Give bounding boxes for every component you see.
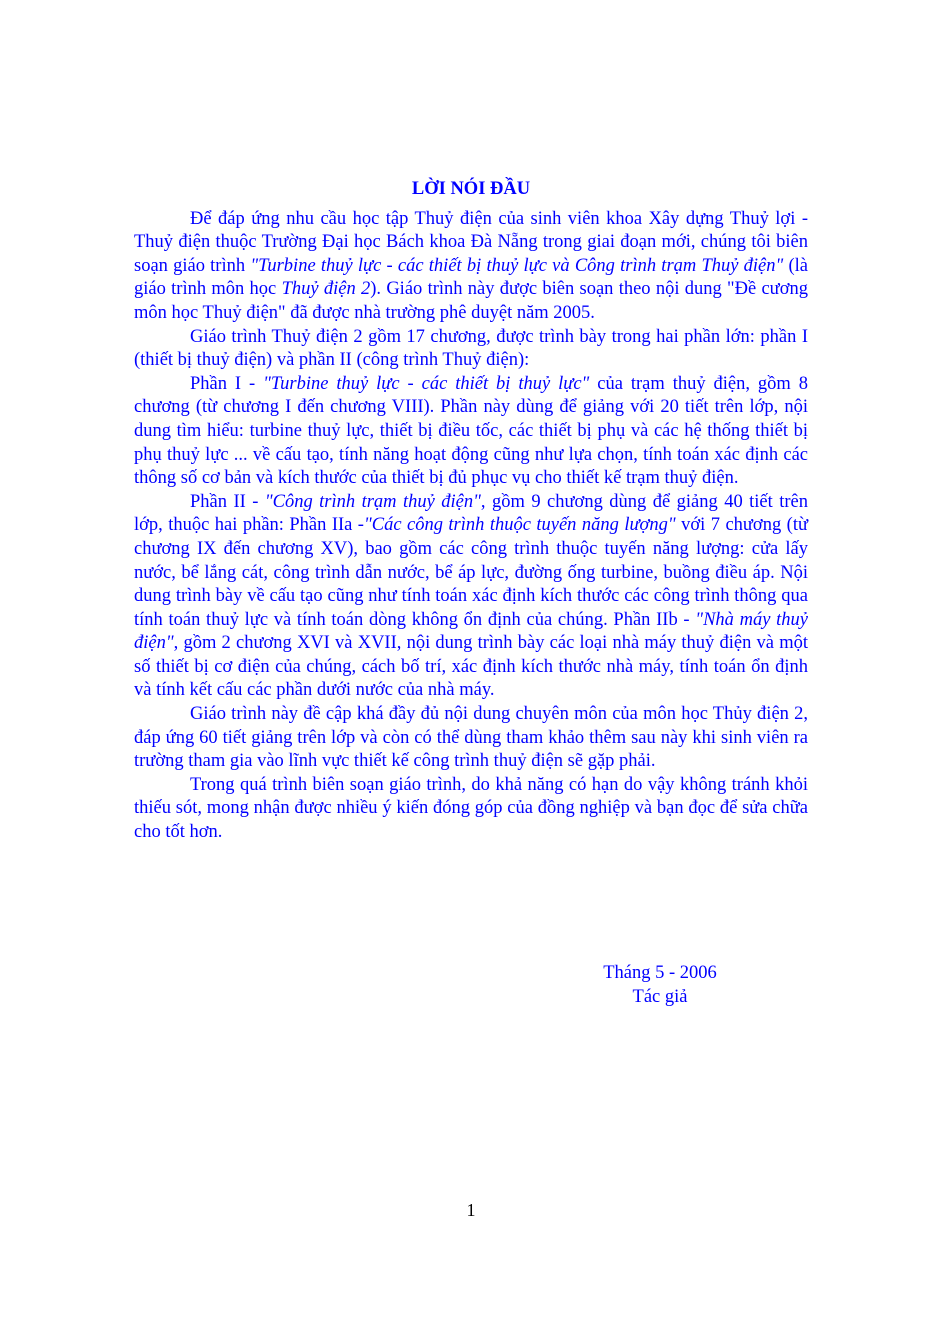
- page-title: LỜI NÓI ĐẦU: [411, 179, 531, 199]
- paragraph-3-text-a: Phần I -: [190, 373, 264, 394]
- signature-author: Tác giả: [632, 987, 688, 1007]
- paragraph-4-subpart-b-title: "Nhà máy thuỷ điện": [134, 609, 809, 654]
- paragraph-1-text-a: Để đáp ứng nhu cầu học tập Thuỷ điện của sinh viên khoa Xây dựng Thuỷ lợi - Thuỷ điện thuộc Trường Đại học Bách khoa Đà Nẵng trong giai đoạn mới, chúng tôi biên soạn giáo trình: [134, 208, 808, 276]
- paragraph-4-text-e: với 7 chương (từ chương IX đến chương XV), bao gồm các công trình thuộc tuyến năng lượng: cửa lấy nước, bể lắng cát, công trình dẫn nước, bể áp lực, đường ống turbine, buồng điều áp. Nội dung trình bày về cấu tạo cũng như tính toán xác định kích thước các công trình thông qua tính toán thuỷ lực và tính toán dòng không ổn định của chúng. Phần IIb -: [134, 515, 808, 630]
- paragraph-1-text-c: (là giáo trình môn học: [134, 255, 808, 300]
- paragraph-1-book-title: "Turbine thuỷ lực - các thiết bị thuỷ lực và Công trình trạm Thuỷ điện": [250, 255, 784, 276]
- paragraph-4-part-title: "Công trình trạm thuỷ điện": [264, 491, 481, 512]
- paragraph-1-course-name: Thuỷ điện 2: [281, 279, 371, 300]
- page-number: 1: [466, 1200, 476, 1220]
- paragraph-3-text-c: của trạm thuỷ điện, gồm 8 chương (từ chương I đến chương VIII). Phần này dùng để giảng với 20 tiết trên lớp, nội dung tìm hiểu: turbine thuỷ lực, thiết bị điều tốc, các thiết bị phụ và các hệ thống thiết bị phụ thuỷ lực ... về cấu tạo, tính năng hoạt động cũng như lựa chọn, tính toán xác định các thông số cơ bản và kích thước của thiết bị đủ phục vụ cho thiết kế trạm thuỷ điện.: [134, 373, 808, 489]
- paragraph-4-text-g: , gồm 2 chương XVI và XVII, nội dung trình bày các loại nhà máy thuỷ điện và một số thiết bị cơ điện của chúng, cách bố trí, xác định kích thước nhà máy, tính toán ổn định và tính kết cấu các phần dưới nước của nhà máy.: [134, 633, 808, 701]
- paragraph-1-text-e: ). Giáo trình này được biên soạn theo nội dung "Đề cương môn học Thuỷ điện" đã được nhà trường phê duyệt năm 2005.: [134, 279, 808, 323]
- paragraph-5: Giáo trình này đề cập khá đầy đủ nội dung chuyên môn của môn học Thủy điện 2, đáp ứng 60 tiết giảng trên lớp và còn có thể dùng tham khảo thêm sau này khi sinh viên ra trường tham gia vào lĩnh vực thiết kế công trình thuỷ điện sẽ gặp phải.: [134, 704, 808, 772]
- paragraph-6: Trong quá trình biên soạn giáo trình, do khả năng có hạn do vậy không tránh khỏi thiếu sót, mong nhận được nhiều ý kiến đóng góp của đồng nghiệp và bạn đọc để sửa chữa cho tốt hơn.: [134, 774, 808, 843]
- paragraph-4-subpart-a-title: "Các công trình thuộc tuyến năng lượng": [363, 515, 676, 536]
- paragraph-2: Giáo trình Thuỷ điện 2 gồm 17 chương, được trình bày trong hai phần lớn: phần I (thiết bị thuỷ điện) và phần II (công trình Thuỷ điện):: [134, 326, 808, 371]
- paragraph-4-text-a: Phần II -: [190, 491, 265, 512]
- paragraph-1: [134, 208, 808, 326]
- document-body: [134, 178, 808, 845]
- paragraph-3-part-title: "Turbine thuỷ lực - các thiết bị thuỷ lực": [263, 373, 590, 394]
- paragraph-4-text-c: , gồm 9 chương dùng để giảng 40 tiết trên lớp, thuộc hai phần: Phần IIa -: [134, 491, 808, 536]
- paragraph-4: [134, 491, 808, 703]
- paragraph-3: [134, 373, 808, 491]
- signature-date: Tháng 5 - 2006: [603, 963, 717, 983]
